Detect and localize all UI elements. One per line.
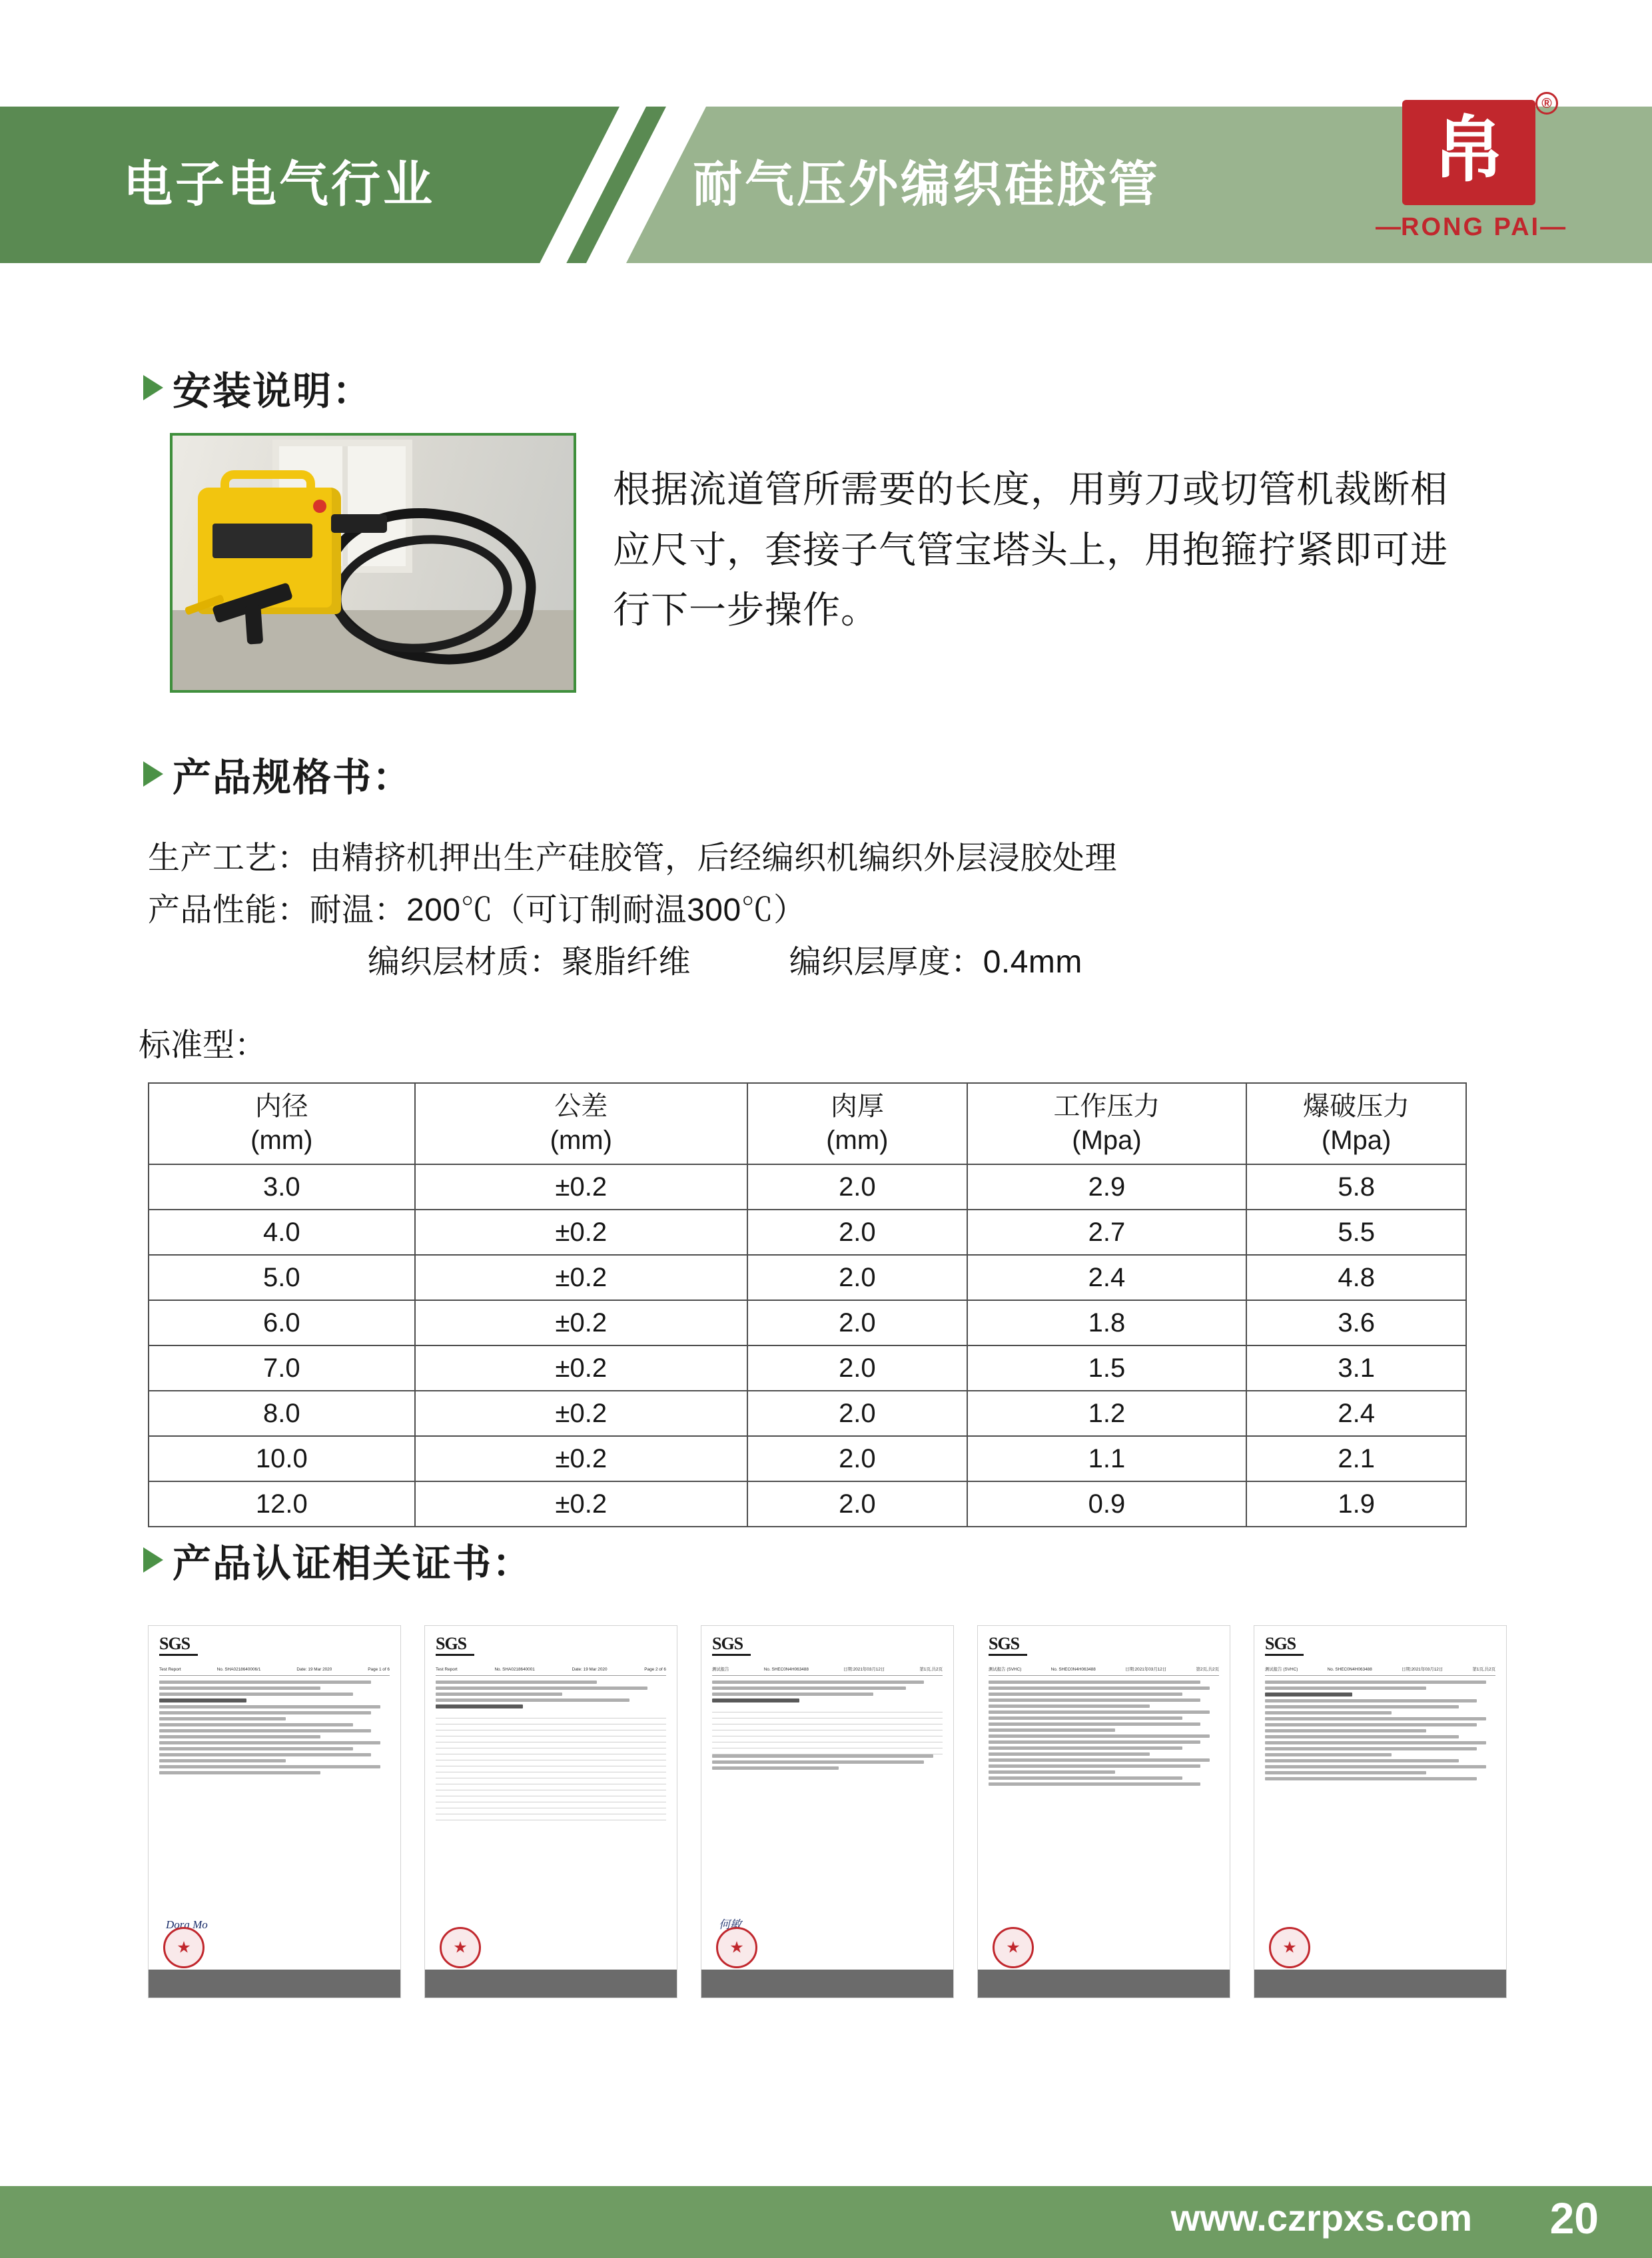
cert-stamp-icon bbox=[1269, 1927, 1310, 1968]
logo-brand-text bbox=[1376, 213, 1566, 242]
cert-title: 测试报告 (SVHC) bbox=[1265, 1667, 1298, 1672]
cert-text-line bbox=[1265, 1687, 1426, 1690]
cert-result-table bbox=[712, 1706, 943, 1755]
spec-performance-line: 产品性能：耐温：200℃（可订制耐温300℃） bbox=[148, 892, 806, 928]
cell-wall: 2.0 bbox=[747, 1300, 967, 1345]
cert-text-line bbox=[159, 1771, 320, 1774]
cert-table-row bbox=[436, 1730, 666, 1736]
cell-wall: 2.0 bbox=[747, 1436, 967, 1481]
cert-table-row bbox=[712, 1748, 943, 1754]
cert-text-line bbox=[159, 1693, 353, 1696]
header-unit: (Mpa) bbox=[1321, 1126, 1392, 1156]
cell-inner-diameter: 8.0 bbox=[149, 1391, 415, 1436]
cell-burst-pressure: 2.4 bbox=[1246, 1391, 1466, 1436]
cert-page: Page 1 of 6 bbox=[368, 1667, 390, 1672]
cert-section-heading bbox=[143, 1532, 532, 1588]
cert-header bbox=[436, 1635, 666, 1656]
cert-text-line bbox=[989, 1734, 1210, 1738]
cell-inner-diameter: 3.0 bbox=[149, 1164, 415, 1210]
cell-wall: 2.0 bbox=[747, 1345, 967, 1391]
cert-text-line bbox=[989, 1740, 1200, 1744]
registered-mark-icon: ® bbox=[1535, 92, 1558, 115]
cert-text-line bbox=[1265, 1705, 1459, 1708]
cert-text-line bbox=[989, 1728, 1115, 1732]
header-unit: (mm) bbox=[250, 1126, 313, 1156]
cert-footer-band bbox=[149, 1970, 400, 1998]
header-cell-tolerance bbox=[415, 1083, 747, 1164]
cell-working-pressure: 2.7 bbox=[967, 1210, 1247, 1255]
cert-text-line bbox=[989, 1758, 1210, 1762]
cell-burst-pressure: 3.6 bbox=[1246, 1300, 1466, 1345]
cert-footer-band bbox=[425, 1970, 677, 1998]
cert-text-line bbox=[712, 1681, 924, 1684]
cert-text-line bbox=[159, 1711, 371, 1714]
cert-ref: No. SHEC0N4H063488 bbox=[763, 1667, 809, 1672]
certificate-thumbnail bbox=[977, 1625, 1230, 1998]
cell-working-pressure: 1.8 bbox=[967, 1300, 1247, 1345]
install-heading-text: 安装说明： bbox=[173, 370, 373, 413]
cert-table-row bbox=[436, 1772, 666, 1778]
header-unit: (mm) bbox=[550, 1126, 612, 1156]
header-cell-inner-diameter bbox=[149, 1083, 415, 1164]
spec-table-header bbox=[149, 1083, 1466, 1164]
cert-title: Test Report bbox=[436, 1667, 458, 1672]
cert-page: 第1页,共2页 bbox=[919, 1667, 943, 1672]
cell-wall: 2.0 bbox=[747, 1481, 967, 1527]
cert-text-line bbox=[712, 1693, 873, 1696]
triangle-bullet-icon bbox=[143, 375, 163, 400]
cert-header bbox=[989, 1635, 1219, 1656]
cert-body bbox=[436, 1681, 666, 1821]
cert-text-line bbox=[1265, 1681, 1486, 1684]
install-body-text: 根据流道管所需要的长度，用剪刀或切管机裁断相应尺寸，套接子气管宝塔头上，用抱箍拧紧即可进行下一步操作。 bbox=[613, 468, 1448, 631]
cert-signature: Dora Mo bbox=[166, 1918, 208, 1931]
cert-text-line bbox=[989, 1693, 1182, 1696]
cert-table-row bbox=[436, 1790, 666, 1796]
cell-inner-diameter: 12.0 bbox=[149, 1481, 415, 1527]
cert-text-line bbox=[989, 1716, 1182, 1720]
cert-heading-text: 产品认证相关证书： bbox=[173, 1542, 533, 1585]
cert-table-row bbox=[712, 1718, 943, 1724]
cert-table-row bbox=[712, 1730, 943, 1736]
sgs-logo bbox=[1265, 1635, 1304, 1656]
cert-text-line bbox=[159, 1705, 380, 1708]
sgs-underline bbox=[436, 1654, 474, 1656]
cert-text-line bbox=[1265, 1699, 1477, 1702]
standard-type-label: 标准型： bbox=[139, 1028, 267, 1063]
cert-stamp-icon bbox=[163, 1927, 205, 1968]
cert-table-row bbox=[436, 1796, 666, 1802]
cert-text-line bbox=[159, 1735, 320, 1738]
cert-text-line bbox=[1265, 1693, 1352, 1696]
cert-header bbox=[1265, 1635, 1495, 1656]
cert-text-line bbox=[1265, 1717, 1486, 1720]
header-name: 公差 bbox=[554, 1092, 608, 1121]
cert-text-line bbox=[1265, 1759, 1459, 1762]
cert-table-row bbox=[436, 1766, 666, 1772]
cert-meta bbox=[1265, 1667, 1495, 1676]
table-row bbox=[149, 1436, 1466, 1481]
certificate-thumbnail bbox=[148, 1625, 401, 1998]
cert-text-line bbox=[159, 1741, 380, 1744]
header-name: 爆破压力 bbox=[1303, 1092, 1410, 1121]
cert-meta bbox=[159, 1667, 390, 1676]
header-cell-burst-pressure bbox=[1246, 1083, 1466, 1164]
cert-text-line bbox=[989, 1782, 1200, 1786]
cert-text-line bbox=[989, 1687, 1210, 1690]
cert-text-line bbox=[712, 1766, 839, 1770]
cert-text-line bbox=[159, 1747, 353, 1750]
cell-tolerance: ±0.2 bbox=[415, 1391, 747, 1436]
cert-text-line bbox=[1265, 1735, 1459, 1738]
cert-text-line bbox=[436, 1693, 562, 1696]
cert-text-line bbox=[712, 1698, 799, 1702]
spec-braid-material: 编织层材质：聚脂纤维 bbox=[368, 944, 691, 980]
cert-text-line bbox=[989, 1710, 1210, 1714]
header-name: 内径 bbox=[254, 1092, 308, 1121]
logo-dash-right: — bbox=[1540, 213, 1566, 241]
cert-text-line bbox=[436, 1681, 597, 1684]
cert-text-line bbox=[989, 1704, 1150, 1708]
cert-table-row bbox=[436, 1736, 666, 1742]
cell-inner-diameter: 6.0 bbox=[149, 1300, 415, 1345]
cert-title: 测试报告 (SVHC) bbox=[989, 1667, 1022, 1672]
cert-date: 日期:2021年03月12日 bbox=[843, 1667, 885, 1672]
cert-table-row bbox=[436, 1778, 666, 1784]
cert-table-row bbox=[436, 1802, 666, 1808]
cell-inner-diameter: 10.0 bbox=[149, 1436, 415, 1481]
sgs-logo bbox=[712, 1635, 751, 1656]
cell-working-pressure: 1.2 bbox=[967, 1391, 1247, 1436]
triangle-bullet-icon bbox=[143, 761, 163, 787]
cert-table-row bbox=[436, 1724, 666, 1730]
cell-burst-pressure: 3.1 bbox=[1246, 1345, 1466, 1391]
cert-text-line bbox=[159, 1681, 371, 1684]
cert-body bbox=[1265, 1681, 1495, 1780]
cert-table-row bbox=[436, 1814, 666, 1820]
install-section-heading bbox=[143, 360, 372, 416]
brand-logo bbox=[1376, 96, 1566, 273]
header-cell-wall-thickness bbox=[747, 1083, 967, 1164]
sgs-underline bbox=[159, 1654, 198, 1656]
cell-tolerance: ±0.2 bbox=[415, 1164, 747, 1210]
logo-dash-left: — bbox=[1376, 213, 1401, 241]
cert-text-line bbox=[989, 1770, 1115, 1774]
cert-text-line bbox=[989, 1722, 1200, 1726]
spec-table-body bbox=[149, 1164, 1466, 1527]
cert-text-line bbox=[1265, 1777, 1477, 1780]
cert-text-line bbox=[989, 1681, 1200, 1684]
sgs-wordmark: SGS bbox=[989, 1634, 1020, 1653]
cert-text-line bbox=[436, 1704, 523, 1708]
industry-tag: 电子电气行业 bbox=[123, 157, 435, 212]
table-row bbox=[149, 1164, 1466, 1210]
cert-text-line bbox=[159, 1753, 371, 1756]
certificate-gallery bbox=[148, 1625, 1507, 1998]
spec-section-heading bbox=[143, 746, 412, 802]
cert-text-line bbox=[989, 1752, 1150, 1756]
sgs-wordmark: SGS bbox=[159, 1634, 191, 1653]
table-row bbox=[149, 1345, 1466, 1391]
cell-tolerance: ±0.2 bbox=[415, 1481, 747, 1527]
cert-text-line bbox=[436, 1687, 647, 1690]
cell-wall: 2.0 bbox=[747, 1210, 967, 1255]
cell-working-pressure: 1.1 bbox=[967, 1436, 1247, 1481]
cert-text-line bbox=[159, 1717, 286, 1720]
cert-text-line bbox=[1265, 1753, 1392, 1756]
logo-glyph: 帛 bbox=[1432, 111, 1505, 190]
triangle-bullet-icon bbox=[143, 1547, 163, 1573]
sgs-underline bbox=[1265, 1654, 1304, 1656]
cert-title: Test Report bbox=[159, 1667, 181, 1672]
cert-text-line bbox=[159, 1698, 246, 1702]
product-title: 耐气压外编织硅胶管 bbox=[693, 157, 1160, 212]
cell-tolerance: ±0.2 bbox=[415, 1255, 747, 1300]
cell-wall: 2.0 bbox=[747, 1391, 967, 1436]
header-name: 肉厚 bbox=[830, 1092, 884, 1121]
sgs-wordmark: SGS bbox=[712, 1634, 743, 1653]
header-cell-working-pressure bbox=[967, 1083, 1247, 1164]
cell-wall: 2.0 bbox=[747, 1164, 967, 1210]
cell-inner-diameter: 7.0 bbox=[149, 1345, 415, 1391]
cert-footer-band bbox=[701, 1970, 953, 1998]
cert-page: Page 2 of 6 bbox=[644, 1667, 666, 1672]
spec-heading-text: 产品规格书： bbox=[173, 756, 413, 799]
cert-text-line bbox=[1265, 1741, 1486, 1744]
cell-tolerance: ±0.2 bbox=[415, 1210, 747, 1255]
cert-text-line bbox=[989, 1746, 1182, 1750]
cert-header bbox=[712, 1635, 943, 1656]
certificate-thumbnail bbox=[701, 1625, 954, 1998]
cert-body bbox=[159, 1681, 390, 1774]
cert-table-row bbox=[712, 1706, 943, 1712]
logo-seal-icon bbox=[1402, 96, 1552, 205]
table-row bbox=[149, 1481, 1466, 1527]
cert-text-line bbox=[436, 1698, 629, 1702]
cell-working-pressure: 0.9 bbox=[967, 1481, 1247, 1527]
spec-braid-line bbox=[148, 937, 1533, 988]
cert-text-line bbox=[1265, 1771, 1426, 1774]
sgs-wordmark: SGS bbox=[436, 1634, 467, 1653]
table-row bbox=[149, 1255, 1466, 1300]
photo-power-indicator bbox=[313, 500, 326, 513]
cell-burst-pressure: 5.8 bbox=[1246, 1164, 1466, 1210]
cert-table-row bbox=[436, 1742, 666, 1748]
cert-table-row bbox=[436, 1760, 666, 1766]
cert-table-row bbox=[436, 1748, 666, 1754]
cert-ref: No. SHEC0N4H063488 bbox=[1050, 1667, 1096, 1672]
cert-table-row bbox=[712, 1724, 943, 1730]
cell-inner-diameter: 4.0 bbox=[149, 1210, 415, 1255]
table-header-row bbox=[149, 1083, 1466, 1164]
cert-table-row bbox=[436, 1808, 666, 1814]
photo-machine-handle bbox=[220, 470, 315, 497]
photo-hose-connector bbox=[331, 514, 387, 533]
header-name: 工作压力 bbox=[1053, 1092, 1160, 1121]
cert-table-row bbox=[712, 1742, 943, 1748]
cert-text-line bbox=[989, 1698, 1200, 1702]
sgs-underline bbox=[989, 1654, 1027, 1656]
cell-working-pressure: 1.5 bbox=[967, 1345, 1247, 1391]
cell-working-pressure: 2.9 bbox=[967, 1164, 1247, 1210]
cell-wall: 2.0 bbox=[747, 1255, 967, 1300]
footer-website: www.czrpxs.com bbox=[1170, 2197, 1472, 2239]
table-row bbox=[149, 1210, 1466, 1255]
cell-burst-pressure: 1.9 bbox=[1246, 1481, 1466, 1527]
cert-date: 日期:2021年03月12日 bbox=[1125, 1667, 1167, 1672]
certificate-thumbnail bbox=[1254, 1625, 1507, 1998]
cert-meta bbox=[989, 1667, 1219, 1676]
photo-control-panel bbox=[212, 524, 312, 558]
cell-burst-pressure: 4.8 bbox=[1246, 1255, 1466, 1300]
cert-stamp-icon bbox=[993, 1927, 1034, 1968]
cert-table-row bbox=[712, 1736, 943, 1742]
cert-table-row bbox=[712, 1712, 943, 1718]
header-unit: (mm) bbox=[826, 1126, 889, 1156]
cert-text-line bbox=[159, 1729, 371, 1732]
cert-body bbox=[989, 1681, 1219, 1786]
cell-tolerance: ±0.2 bbox=[415, 1300, 747, 1345]
spec-table bbox=[148, 1082, 1467, 1527]
cell-burst-pressure: 5.5 bbox=[1246, 1210, 1466, 1255]
spec-braid-thickness: 编织层厚度：0.4mm bbox=[789, 944, 1082, 980]
sgs-wordmark: SGS bbox=[1265, 1634, 1296, 1653]
cert-page: 第1页,共2页 bbox=[1472, 1667, 1495, 1672]
cert-ref: No. SHA0218640001 bbox=[494, 1667, 535, 1672]
cert-date: Date: 19 Mar 2020 bbox=[296, 1667, 332, 1672]
sgs-underline bbox=[712, 1654, 751, 1656]
table-row bbox=[149, 1391, 1466, 1436]
cert-text-line bbox=[989, 1776, 1182, 1780]
cert-text-line bbox=[1265, 1711, 1392, 1714]
cert-text-line bbox=[159, 1687, 320, 1690]
cert-date: Date: 19 Mar 2020 bbox=[572, 1667, 608, 1672]
cell-inner-diameter: 5.0 bbox=[149, 1255, 415, 1300]
cert-table-row bbox=[436, 1784, 666, 1790]
install-photo bbox=[170, 433, 576, 693]
cert-footer-band bbox=[978, 1970, 1230, 1998]
cert-table-row bbox=[436, 1754, 666, 1760]
cert-stamp-icon bbox=[716, 1927, 757, 1968]
cert-text-line bbox=[712, 1687, 906, 1690]
cert-page: 第2页,共2页 bbox=[1196, 1667, 1219, 1672]
cert-header bbox=[159, 1635, 390, 1656]
sgs-logo bbox=[436, 1635, 474, 1656]
cert-signature: 何敏 bbox=[719, 1918, 741, 1931]
spec-text-block bbox=[148, 833, 1533, 988]
certificate-thumbnail bbox=[424, 1625, 677, 1998]
cell-tolerance: ±0.2 bbox=[415, 1436, 747, 1481]
cert-meta bbox=[436, 1667, 666, 1676]
cert-text-line bbox=[989, 1764, 1200, 1768]
logo-brand-name: RONG PAI bbox=[1401, 213, 1541, 241]
cell-working-pressure: 2.4 bbox=[967, 1255, 1247, 1300]
cert-text-line bbox=[1265, 1765, 1486, 1768]
cert-result-table bbox=[436, 1712, 666, 1821]
cert-table-row bbox=[436, 1718, 666, 1724]
footer-page-number: 20 bbox=[1549, 2193, 1599, 2243]
cert-text-line bbox=[1265, 1747, 1477, 1750]
cert-text-line bbox=[159, 1759, 286, 1762]
header-unit: (Mpa) bbox=[1072, 1126, 1142, 1156]
cert-ref: No. SHEC0N4H063488 bbox=[1327, 1667, 1372, 1672]
sgs-logo bbox=[989, 1635, 1027, 1656]
spec-process-line: 生产工艺：由精挤机押出生产硅胶管，后经编织机编织外层浸胶处理 bbox=[148, 841, 1118, 876]
cert-stamp-icon bbox=[440, 1927, 481, 1968]
cert-ref: No. SHA0218640006/1 bbox=[216, 1667, 261, 1672]
table-row bbox=[149, 1300, 1466, 1345]
cert-text-line bbox=[712, 1754, 933, 1758]
sgs-logo bbox=[159, 1635, 198, 1656]
cert-text-line bbox=[712, 1760, 924, 1764]
cell-tolerance: ±0.2 bbox=[415, 1345, 747, 1391]
cert-title: 测试报告 bbox=[712, 1667, 729, 1672]
cert-text-line bbox=[159, 1723, 353, 1726]
cert-text-line bbox=[159, 1765, 380, 1768]
cert-text-line bbox=[1265, 1729, 1426, 1732]
cert-body bbox=[712, 1681, 943, 1770]
cert-text-line bbox=[1265, 1723, 1477, 1726]
cert-date: 日期:2021年03月12日 bbox=[1402, 1667, 1444, 1672]
cert-table-row bbox=[436, 1712, 666, 1718]
cert-meta bbox=[712, 1667, 943, 1676]
cert-footer-band bbox=[1254, 1970, 1506, 1998]
cell-burst-pressure: 2.1 bbox=[1246, 1436, 1466, 1481]
